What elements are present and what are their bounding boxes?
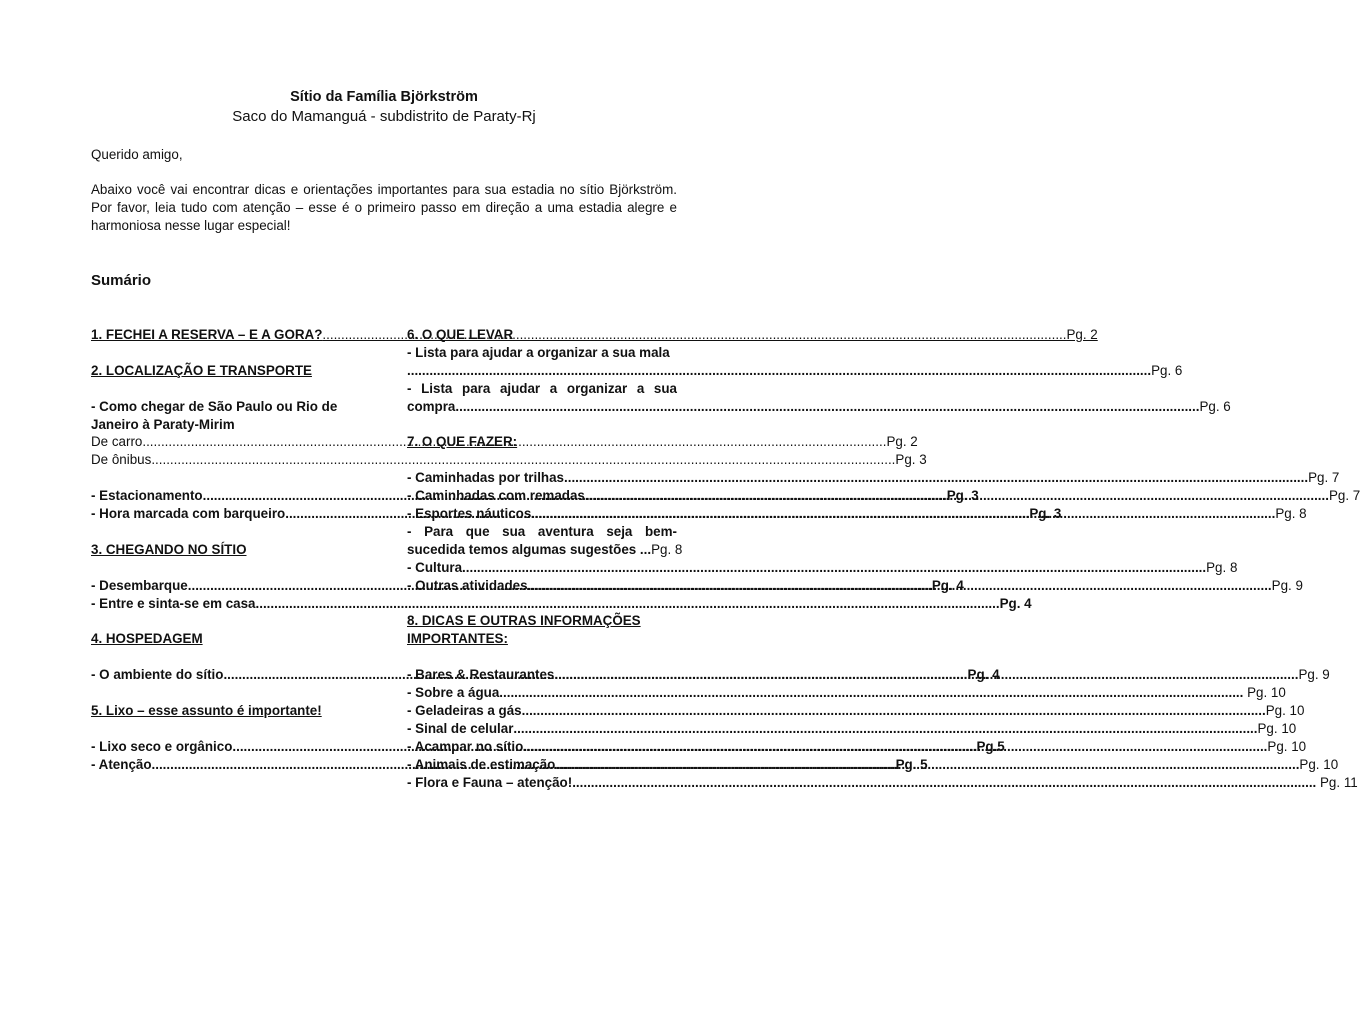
toc-label: - Lixo seco e orgânico: [91, 738, 233, 754]
toc-leader: [407, 362, 1151, 380]
toc-label: - Hora marcada com barqueiro: [91, 506, 286, 522]
toc-page: Pg. 11: [1316, 774, 1358, 790]
toc-leader: [523, 738, 1267, 756]
toc-label: 1. FECHEI A RESERVA – E A GORA?: [91, 327, 323, 342]
toc-entry: [407, 720, 1297, 738]
toc-leader: [462, 559, 1206, 577]
toc-page: Pg. 4: [931, 577, 964, 593]
toc-subheading: - Como chegar de São Paulo ou Rio de Janeiro à Paraty-Mirim: [91, 398, 338, 432]
toc-label: - Geladeiras a gás: [407, 702, 522, 718]
toc-heading-2: 2. LOCALIZAÇÃO E TRANSPORTE: [91, 362, 312, 378]
toc-leader: [564, 469, 1308, 487]
toc-entry-line: - Para que sua aventura seja bem-: [407, 523, 677, 539]
toc-leader: [555, 756, 1299, 774]
toc-page: Pg. 8: [1275, 506, 1307, 522]
toc-page: Pg. 6: [1151, 362, 1183, 378]
toc-leader: [554, 666, 1298, 684]
toc-page: Pg. 3: [895, 452, 927, 468]
toc-page: Pg. 10: [1299, 756, 1339, 772]
toc-page: Pg. 7: [1328, 488, 1360, 504]
toc-page: Pg. 10: [1243, 685, 1286, 701]
toc-page: Pg. 2: [1066, 327, 1098, 342]
toc-entry: [407, 398, 1231, 416]
toc-entry: [91, 451, 927, 469]
intro-paragraph: Abaixo você vai encontrar dicas e orientações importantes para sua estadia no sítio Björkström. Por favor, leia tudo com atenção – esse é o primeiro passo em direção a uma estadia alegre e harmoniosa nesse lugar especial!: [91, 182, 677, 233]
summary-heading: Sumário: [91, 272, 152, 289]
toc-page: Pg. 8: [1206, 559, 1238, 575]
toc-label: - Esportes náuticos: [407, 506, 532, 522]
toc-page: Pg. 6: [1199, 398, 1231, 414]
toc-entry: [407, 469, 1340, 487]
toc-heading-8-cont: IMPORTANTES:: [407, 631, 508, 647]
document-subtitle: Saco do Mamanguá - subdistrito de Paraty-Rj: [232, 108, 536, 125]
toc-leader: [499, 684, 1243, 702]
toc-entry: [91, 595, 1032, 613]
toc-page: Pg. 3: [1029, 506, 1062, 522]
toc-entry: [407, 559, 1238, 577]
toc-heading-8: 8. DICAS E OUTRAS INFORMAÇÕES: [407, 613, 641, 629]
toc-heading-3: 3. CHEGANDO NO SÍTIO: [91, 541, 247, 557]
toc-page: Pg. 9: [1298, 667, 1330, 683]
toc-page: Pg. 3: [946, 488, 979, 504]
toc-leader: [528, 577, 1272, 595]
toc-label: - Desembarque: [91, 577, 188, 593]
toc-page: Pg. 10: [1257, 720, 1297, 736]
greeting: Querido amigo,: [91, 147, 183, 162]
toc-label: - Acampar no sítio: [407, 738, 524, 754]
toc-label: - Cultura: [407, 559, 463, 575]
toc-label: compra: [407, 398, 456, 414]
toc-page: Pg. 2: [886, 434, 918, 450]
toc-leader: [513, 720, 1257, 738]
toc-label: - O ambiente do sítio: [91, 667, 224, 683]
toc-entry: [407, 774, 1358, 792]
toc-label: - Animais de estimação: [407, 756, 556, 772]
toc-leader: [531, 505, 1275, 523]
toc-page: Pg. 4: [967, 667, 1000, 683]
toc-heading-5: 5. Lixo – esse assunto é importante!: [91, 702, 322, 718]
toc-label: - Outras atividades: [407, 577, 528, 593]
toc-leader: [522, 702, 1266, 720]
document-title: Sítio da Família Björkström: [290, 89, 478, 105]
toc-label: - Caminhadas por trilhas: [407, 470, 565, 486]
toc-page: Pg. 10: [1265, 702, 1305, 718]
toc-leader: [572, 774, 1316, 792]
toc-leader: [585, 487, 1329, 505]
toc-page: Pg. 4: [999, 595, 1032, 611]
toc-page: Pg. 8: [651, 541, 683, 557]
toc-page: Pg. 7: [1308, 470, 1340, 486]
toc-page: Pg.5: [976, 738, 1005, 754]
toc-entry-line: - Lista para ajudar a organizar a sua: [407, 380, 677, 396]
toc-leader: [455, 398, 1199, 416]
toc-entry: [407, 702, 1305, 720]
toc-label: - Flora e Fauna – atenção!: [407, 774, 573, 790]
toc-label: sucedida temos algumas sugestões ...: [407, 541, 652, 557]
toc-label: - Atenção: [91, 756, 152, 772]
toc-entry: [407, 362, 1183, 380]
toc-label: - Sinal de celular: [407, 720, 514, 736]
toc-entry: [407, 541, 683, 559]
toc-heading-4: 4. HOSPEDAGEM: [91, 631, 203, 647]
toc-label: - Sobre a água: [407, 685, 500, 701]
toc-label: - Estacionamento: [91, 488, 203, 504]
toc-page: Pg. 9: [1271, 577, 1303, 593]
toc-entry-line: - Lista para ajudar a organizar a sua mala: [407, 344, 670, 360]
toc-page: Pg. 5: [895, 756, 928, 772]
toc-entry: [407, 684, 1286, 702]
toc-label: - Entre e sinta-se em casa: [91, 595, 256, 611]
toc-heading-7: 7. O QUE FAZER:: [407, 434, 518, 450]
toc-label: De ônibus: [91, 452, 152, 468]
toc-page: Pg. 10: [1267, 738, 1307, 754]
toc-label: De carro: [91, 434, 143, 450]
toc-label: - Caminhadas com remadas: [407, 488, 585, 504]
toc-heading-6: 6. O QUE LEVAR: [407, 327, 514, 342]
toc-label: - Bares & Restaurantes: [407, 667, 555, 683]
